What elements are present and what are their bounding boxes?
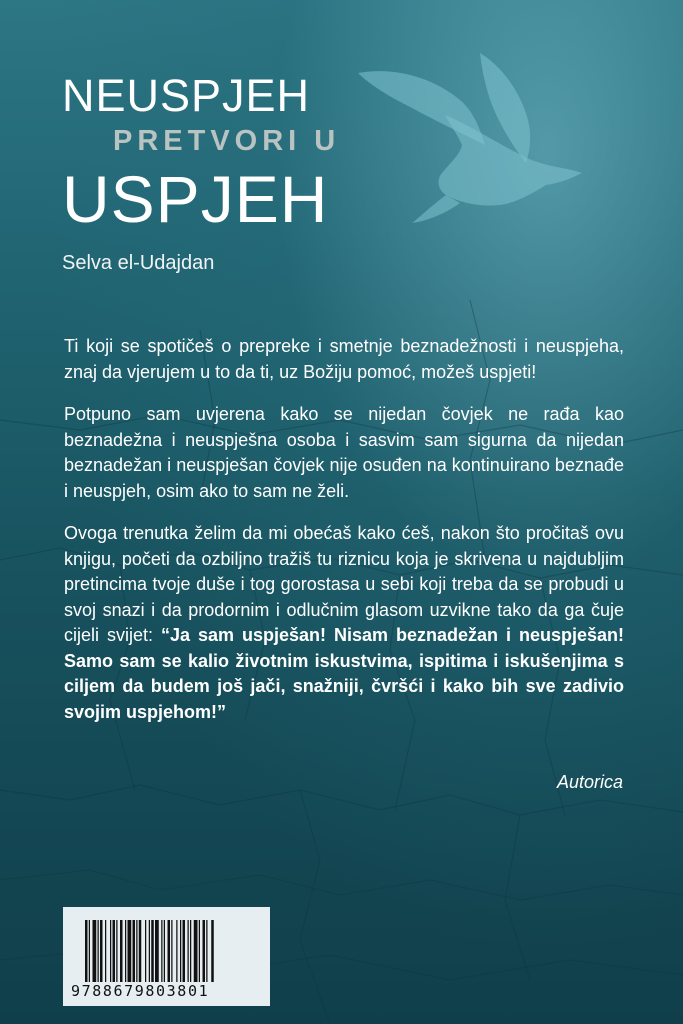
blurb-text	[64, 334, 624, 733]
title-line-uspjeh: USPJEH	[62, 162, 329, 236]
blurb-paragraph-3-text: Ovoga trenutka želim da mi obećaš kako ćeš, nakon što pročitaš ovu knjigu, početi da ozbiljno tražiš tu riznicu koja je skrivena u najdubljim pretincima tvoje duše i tog gorostasa u sebi koji treba da se probudi u svoj snazi i da prodornim i odlučnim glasom uzvikne tako da ga čuje cijeli svijet:	[64, 523, 624, 645]
barcode-icon	[83, 920, 255, 984]
dove-icon	[350, 45, 600, 225]
blurb-paragraph-2-text: Potpuno sam uvjerena kako se nijedan čovjek ne rađa kao beznadežna i neuspješna osoba i sasvim sam sigurna da nijedan beznadežan i neuspješan čovjek nije osuđen na kontinuirano beznađe i neuspjeh, osim ako to sam ne želi.	[64, 404, 624, 501]
barcode-label	[63, 907, 270, 1006]
author-name: Selva el-Udajdan	[62, 252, 215, 274]
blurb-paragraph-3	[64, 521, 624, 725]
title-line-pretvori-u: PRETVORI U	[113, 125, 341, 157]
blurb-paragraph-1	[64, 334, 624, 385]
title-line-neuspjeh: NEUSPJEH	[62, 70, 311, 121]
blurb-paragraph-2	[64, 402, 624, 504]
blurb-quote: “Ja sam uspješan! Nisam beznadežan i neuspješan! Samo sam se kalio životnim iskustvima, ispitima i iskušenjima s ciljem da budem još jači, snažniji, čvršći i kako bih sve zadivio svojim uspjehom!”	[64, 625, 624, 722]
blurb-paragraph-1-text: Ti koji se spotičeš o prepreke i smetnje beznadežnosti i neuspjeha, znaj da vjerujem u to da ti, uz Božiju pomoć, možeš uspjeti!	[64, 336, 624, 382]
signature: Autorica	[556, 772, 623, 792]
isbn-digits: 9788679803801	[71, 982, 210, 1000]
